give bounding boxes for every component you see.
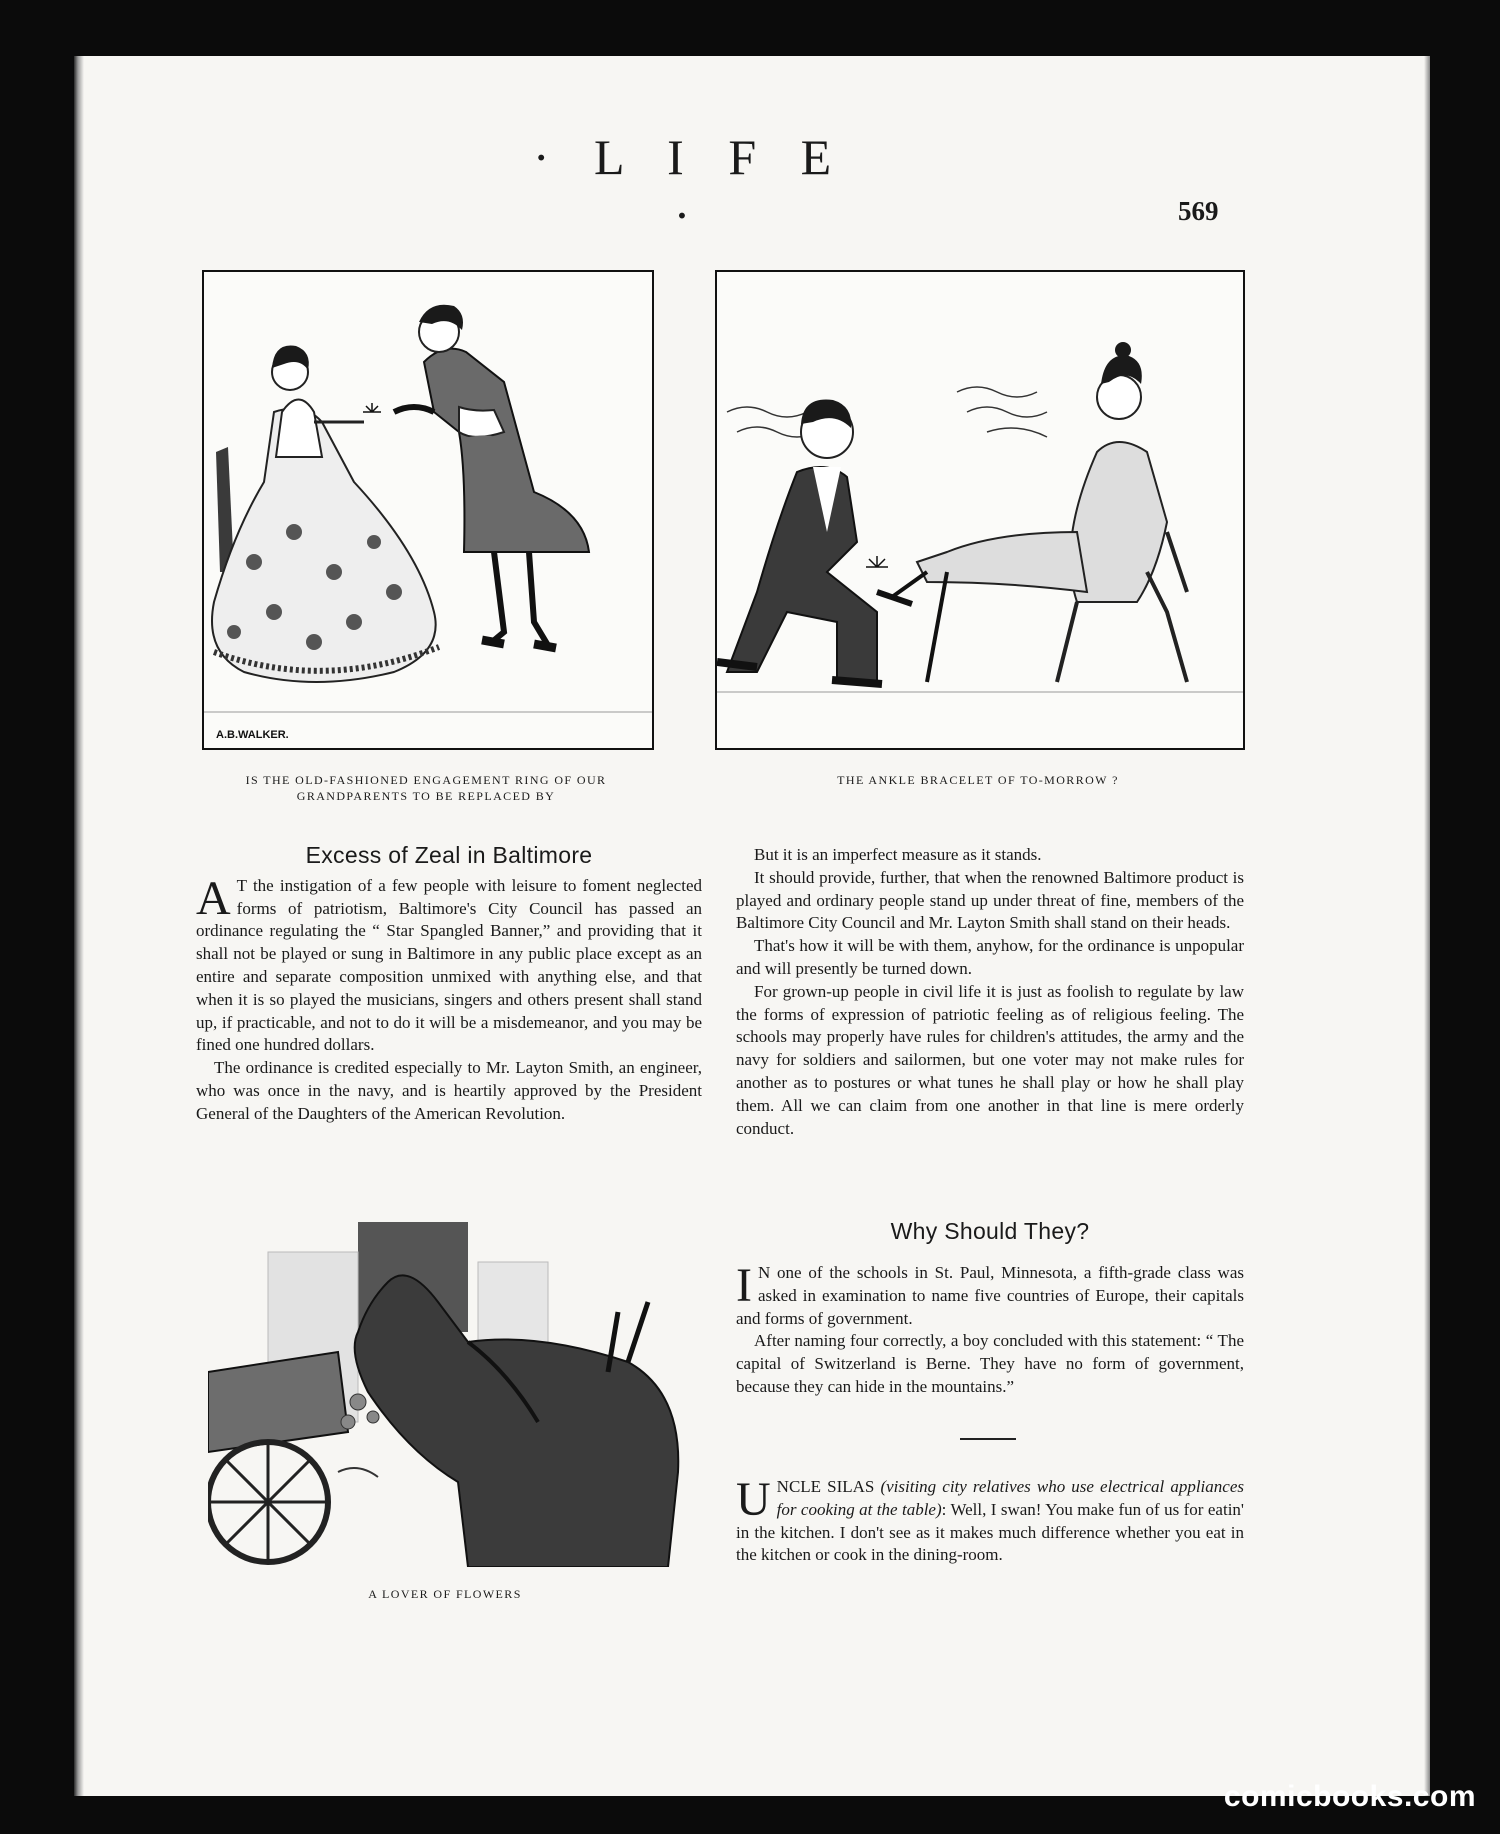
paragraph-text: : Well, I swan! You make fun of us for eatin' in the kitchen. I don't see as it makes much difference whether you eat in the kitchen or cook in the dining-room. — [736, 1499, 1244, 1565]
article-paragraph — [736, 1473, 1244, 1567]
article-excess-of-zeal — [196, 844, 702, 1126]
article-paragraph — [736, 1259, 1244, 1330]
article-why-should-they — [736, 1259, 1244, 1399]
artist-signature: A.B.WALKER. — [216, 729, 289, 741]
drop-cap: A — [196, 871, 231, 925]
paragraph-text: N one of the schools in St. Paul, Minnesota, a fifth-grade class was asked in examination to name five countries of Europe, their capitals and forms of government. — [736, 1263, 1244, 1328]
section-divider — [960, 1438, 1016, 1440]
ankle-bracelet-illustration — [717, 272, 1243, 748]
caption-engagement-ring: IS THE OLD-FASHIONED ENGAGEMENT RING OF OUR GRANDPARENTS TO BE REPLACED BY — [245, 773, 607, 803]
page-edge — [1424, 56, 1430, 1796]
article-paragraph: That's how it will be with them, anyhow, for the ordinance is unpopular and will presently be turned down. — [736, 936, 1244, 978]
article-paragraph: After naming four correctly, a boy concluded with this statement: “ The capital of Switzerland is Berne. They have no form of government, because they can hide in the mountains.” — [736, 1331, 1244, 1396]
page-gutter — [74, 56, 84, 1796]
drop-cap: U — [736, 1473, 771, 1526]
drop-cap: I — [736, 1259, 752, 1312]
article-uncle-silas — [736, 1473, 1244, 1567]
article-paragraph — [196, 871, 702, 1057]
paragraph-text: T the instigation of a few people with leisure to foment neglected forms of patriotism, Baltimore's City Council has passed an ordinance regulating the “ Star Spangled Banner,” and providing that it shall not be played or sung in Baltimore in any public place except as an entire and separate composition unmixed with anything else, and that when it is so played the musicians, singers and others present shall stand up, if practicable, and not to do it will be a misdemeanor, and you may be fined one hundred dollars. — [196, 875, 702, 1055]
cartoon-ankle-bracelet — [715, 270, 1245, 750]
article-paragraph: It should provide, further, that when the renowned Baltimore product is played and ordinary people stand up under threat of fine, members of the Baltimore City Council and Mr. Layton Smith shall stand on their heads. — [736, 867, 1244, 933]
article-heading-why-should-they: Why Should They? — [890, 1218, 1090, 1244]
caption-ankle-bracelet: THE ANKLE BRACELET OF TO-MORROW ? — [837, 773, 1119, 787]
page-number: 569 — [1178, 196, 1219, 226]
article-heading: Excess of Zeal in Baltimore — [305, 842, 593, 868]
watermark: comicbooks.com — [1223, 1780, 1476, 1813]
article-paragraph: But it is an imperfect measure as it stands. — [754, 845, 1042, 864]
article-paragraph: For grown-up people in civil life it is just as foolish to regulate by law the forms of expression of patriotic feeling as of religious feeling. The schools may properly have rules for children's attitudes, the army and the navy for soldiers and sailormen, but one voter may not make rules for another as to postures or what tunes he shall play or how he shall play them. All we can claim from one another in that line is mere orderly conduct. — [736, 981, 1244, 1138]
stage-direction: (visiting city relatives who use electrical appliances for cooking at the table) — [776, 1477, 1244, 1519]
cartoon-engagement-ring — [202, 270, 654, 750]
masthead-title: · L I F E · — [532, 129, 848, 243]
horse-picture — [208, 1222, 682, 1567]
engagement-ring-illustration — [204, 272, 652, 748]
article-paragraph: The ordinance is credited especially to Mr. Layton Smith, an engineer, who was once in the navy, and is heartily approved by the President General of the Daughters of the American Revolution. — [196, 1058, 702, 1123]
horse-illustration — [208, 1222, 682, 1567]
caption-horse: A LOVER OF FLOWERS — [368, 1587, 522, 1601]
article-continuation — [736, 844, 1244, 1140]
speaker-name: NCLE SILAS — [776, 1477, 875, 1496]
